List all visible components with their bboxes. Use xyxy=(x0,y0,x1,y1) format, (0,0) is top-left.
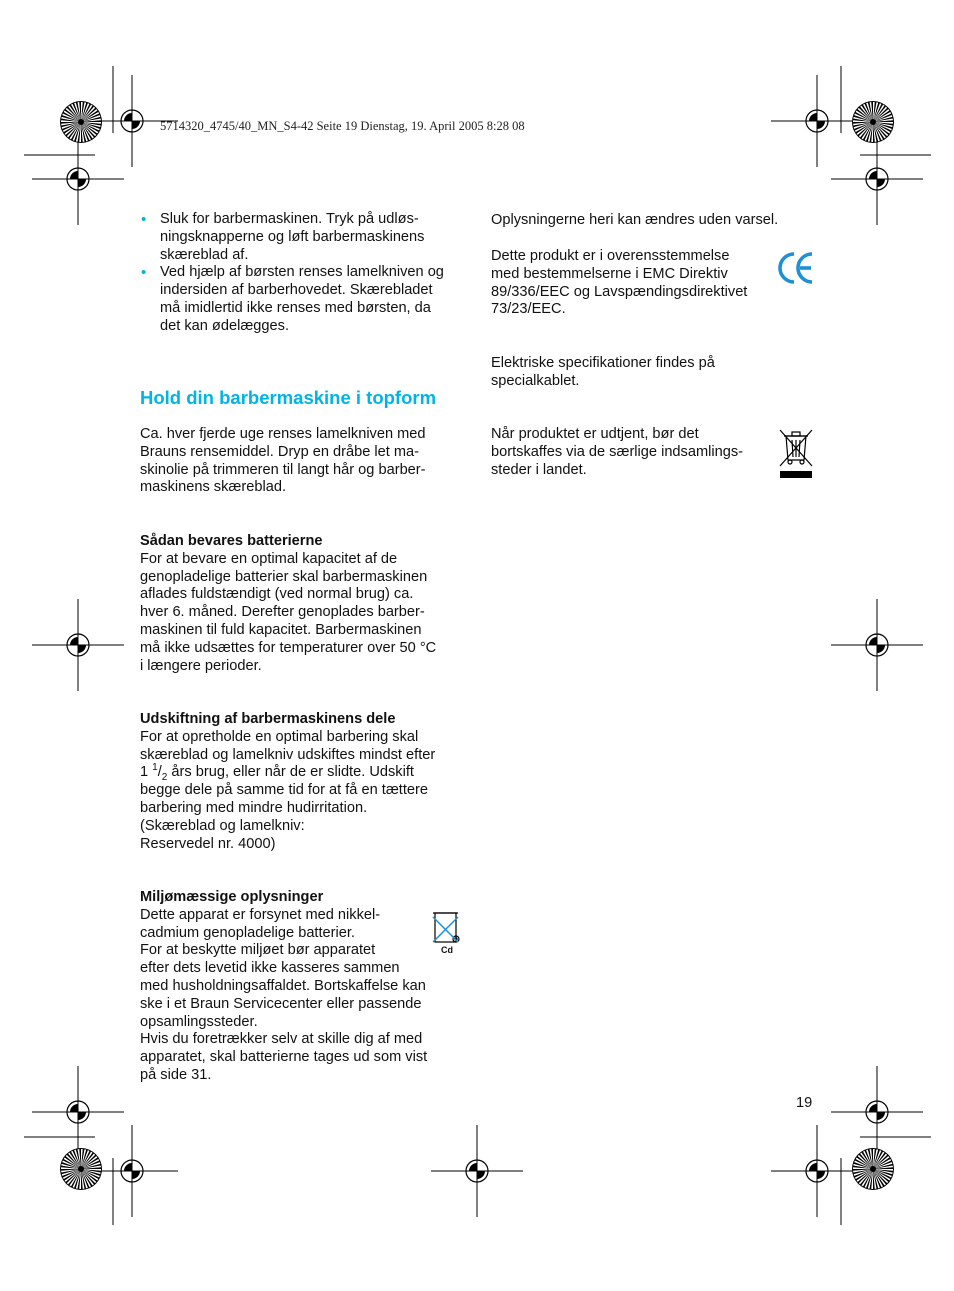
battery-title: Sådan bevares batterierne xyxy=(140,533,323,549)
battery-paragraph: For at bevare en optimal kapacitet af de genopladelige batterier skal barbermaskinen aflades fuldstændigt (ved normal brug) ca. hver 6. måned. Derefter genoplades barber- maskinen til fuld kapacitet. Barbermaskinen må ikke udsættes for temperaturer over 50 °C i længere perioder. xyxy=(140,550,437,674)
care-section xyxy=(140,389,470,407)
conformity-paragraph: Dette produkt er i overensstemmelse med bestemmelserne i EMC Direktiv 89/336/EEC og Lavspændingsdirektivet 73/23/EEC. xyxy=(491,248,748,318)
notice-text xyxy=(491,212,821,230)
intro-paragraph: Ca. hver fjerde uge renses lamelkniven med Brauns rensemiddel. Dryp en dråbe let ma- skinolie på trimmeren til langt hår og barber- maskinens skæreblad. xyxy=(140,426,426,496)
crossed-bin-cd-icon xyxy=(431,908,463,958)
list-item: • Ved hjælp af børsten renses lamelkniven og indersiden af barberhovedet. Skærebladet må imidlertid ikke renses med børsten, da det kan ødelægges. xyxy=(140,264,470,335)
fraction-whole: 1 xyxy=(140,764,153,781)
radial-target-icon xyxy=(852,1148,894,1190)
registration-mark-icon xyxy=(32,1066,124,1158)
environment-paragraph: Dette apparat er forsynet med nikkel- cadmium genopladelige batterier. For at beskytte miljøet bør apparatet efter dets levetid ikke kasseres sammen med husholdningsaffaldet. Bortskaffelse kan ske i et Braun Servicecenter eller passende opsamlingssteder. Hvis du foretrækker selv at skille dig af med apparatet, skal batterierne tages ud som vist på side 31. xyxy=(140,906,428,1083)
parts-fraction-line: 1 $^1/_2$ års brug, eller når de er slidte. Udskift xyxy=(140,762,414,784)
parts-title: Udskiftning af barbermaskinens dele xyxy=(140,711,396,727)
parts-paragraph-1: For at opretholde en optimal barbering skal skæreblad og lamelkniv udskiftes mindst efter xyxy=(140,728,436,763)
disposal-text xyxy=(491,426,781,479)
fraction-denominator: 2 xyxy=(161,772,168,784)
electrical-text xyxy=(491,355,821,391)
left-column xyxy=(140,211,470,336)
registration-mark-icon xyxy=(771,1125,863,1217)
radial-target-icon xyxy=(60,101,102,143)
care-intro xyxy=(140,426,470,497)
parts-rest: års brug, eller når de er slidte. Udskift xyxy=(167,764,414,781)
page-number: 19 xyxy=(796,1095,813,1111)
radial-target-icon xyxy=(852,101,894,143)
disposal-paragraph: Når produktet er udtjent, bør det bortskaffes via de særlige indsamlings- steder i landet. xyxy=(491,426,743,478)
ce-mark-icon xyxy=(777,251,815,285)
registration-mark-icon xyxy=(831,1066,923,1158)
registration-mark-icon xyxy=(32,599,124,691)
parts-paragraph-2: begge dele på samme tid for at få en tættere barbering med mindre hudirritation. (Skæreblad og lamelkniv: Reservedel nr. 4000) xyxy=(140,782,428,852)
instruction-list xyxy=(140,211,470,336)
slug-line: 5714320_4745/40_MN_S4-42 Seite 19 Dienstag, 19. April 2005 8:28 08 xyxy=(160,119,525,133)
battery-section xyxy=(140,533,470,675)
environment-section xyxy=(140,889,470,1085)
registration-mark-icon xyxy=(431,1125,523,1217)
radial-target-icon xyxy=(60,1148,102,1190)
environment-title: Miljømæssige oplysninger xyxy=(140,889,324,905)
registration-mark-icon xyxy=(831,133,923,225)
section-heading: Hold din barbermaskine i topform xyxy=(140,387,437,408)
registration-mark-icon xyxy=(831,599,923,691)
registration-mark-icon xyxy=(771,75,863,167)
parts-section xyxy=(140,711,470,853)
conformity-text xyxy=(491,248,781,319)
electrical-paragraph: Elektriske specifikationer findes på specialkablet. xyxy=(491,355,715,389)
notice-paragraph: Oplysningerne heri kan ændres uden varsel. xyxy=(491,212,779,228)
cd-label: Cd xyxy=(441,945,453,955)
registration-mark-icon xyxy=(32,133,124,225)
list-item: • Sluk for barbermaskinen. Tryk på udløs- ningsknapperne og løft barbermaskinens skæreblad af. xyxy=(140,211,470,264)
crossed-bin-icon xyxy=(778,428,814,480)
fraction-numerator: 1 xyxy=(152,762,158,774)
